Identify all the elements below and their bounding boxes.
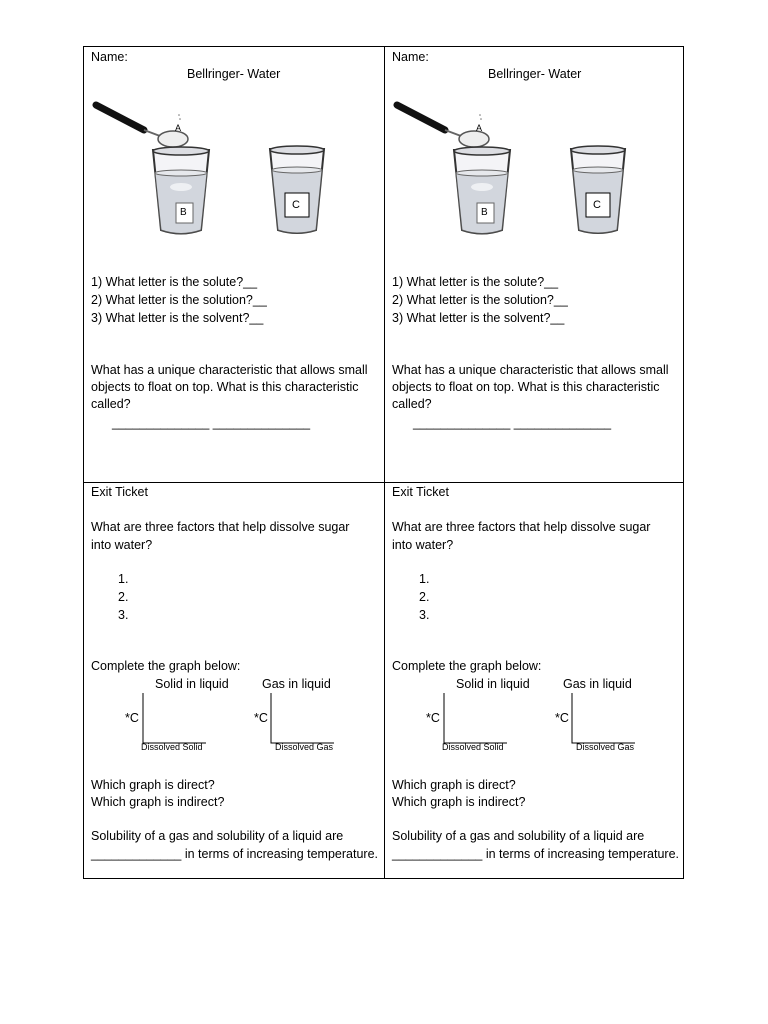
solubility-line-1: Solubility of a gas and solubility of a liquid are (91, 829, 344, 843)
graph-solid-y-label: *C (426, 711, 440, 725)
exit-ticket-title: Exit Ticket (91, 485, 148, 499)
label-b: B (180, 207, 187, 218)
graph-gas-axes (572, 693, 635, 743)
graph-gas-title: Gas in liquid (563, 677, 632, 691)
answer-blanks: ______________ ______________ (413, 416, 612, 430)
graph-gas-y-label: *C (555, 711, 569, 725)
exit-ticket-card-right (385, 483, 685, 879)
list-item: 1. (419, 572, 430, 586)
solubility-line-2: _____________ in terms of increasing temperature. (91, 847, 378, 861)
exit-ticket-card-left (84, 483, 384, 879)
graph-gas-title: Gas in liquid (262, 677, 331, 691)
beaker-right (571, 146, 625, 233)
graph-solid-title: Solid in liquid (155, 677, 229, 691)
question-2: 2) What letter is the solution?__ (91, 293, 267, 307)
question-3: 3) What letter is the solvent?__ (91, 311, 264, 325)
label-b: B (481, 207, 488, 218)
solubility-line-2: _____________ in terms of increasing temperature. (392, 847, 679, 861)
worksheet (83, 46, 684, 879)
paragraph-line-1: What has a unique characteristic that allows small (91, 363, 368, 377)
graph-solid-title: Solid in liquid (456, 677, 530, 691)
graph-gas-axes (271, 693, 334, 743)
graph-solid-y-label: *C (125, 711, 139, 725)
list-item: 3. (419, 608, 430, 622)
label-a: A (476, 123, 483, 133)
answer-blanks: ______________ ______________ (112, 416, 311, 430)
beakers-illustration (84, 47, 384, 247)
factors-question-line-2: into water? (392, 538, 454, 552)
factors-question-line-2: into water? (91, 538, 153, 552)
question-1: 1) What letter is the solute?__ (91, 275, 258, 289)
paragraph-line-3: called? (91, 397, 131, 411)
graph-solid-x-label: Dissolved Solid (141, 742, 203, 752)
paragraph-line-2: objects to float on top. What is this characteristic (91, 380, 359, 394)
list-item: 2. (118, 590, 129, 604)
bellringer-card-right (385, 47, 685, 482)
question-2: 2) What letter is the solution?__ (392, 293, 568, 307)
direct-question: Which graph is direct? (392, 778, 516, 792)
direct-question: Which graph is direct? (91, 778, 215, 792)
blank-graph-axes (84, 483, 384, 783)
list-item: 3. (118, 608, 129, 622)
beaker-right (270, 146, 324, 233)
graph-prompt: Complete the graph below: (392, 659, 542, 673)
paragraph-line-3: called? (392, 397, 432, 411)
beakers-illustration (385, 47, 685, 247)
graph-solid-axes (143, 693, 206, 743)
graph-gas-x-label: Dissolved Gas (275, 742, 334, 752)
exit-ticket-title: Exit Ticket (392, 485, 449, 499)
factors-question-line-1: What are three factors that help dissolve sugar (91, 520, 350, 534)
bellringer-title: Bellringer- Water (488, 67, 582, 81)
list-item: 1. (118, 572, 129, 586)
graph-prompt: Complete the graph below: (91, 659, 241, 673)
label-c: C (292, 199, 300, 211)
factors-question-line-1: What are three factors that help dissolve sugar (392, 520, 651, 534)
list-item: 2. (419, 590, 430, 604)
label-a: A (175, 123, 182, 133)
bellringer-card-left (84, 47, 384, 482)
solubility-line-1: Solubility of a gas and solubility of a liquid are (392, 829, 645, 843)
question-3: 3) What letter is the solvent?__ (392, 311, 565, 325)
graph-solid-axes (444, 693, 507, 743)
name-label: Name: (392, 50, 429, 64)
graph-solid-x-label: Dissolved Solid (442, 742, 504, 752)
graph-gas-x-label: Dissolved Gas (576, 742, 635, 752)
name-label: Name: (91, 50, 128, 64)
bellringer-title: Bellringer- Water (187, 67, 281, 81)
label-c: C (593, 199, 601, 211)
question-1: 1) What letter is the solute?__ (392, 275, 559, 289)
indirect-question: Which graph is indirect? (91, 795, 225, 809)
blank-graph-axes (385, 483, 685, 783)
graph-gas-y-label: *C (254, 711, 268, 725)
indirect-question: Which graph is indirect? (392, 795, 526, 809)
paragraph-line-1: What has a unique characteristic that allows small (392, 363, 669, 377)
paragraph-line-2: objects to float on top. What is this characteristic (392, 380, 660, 394)
